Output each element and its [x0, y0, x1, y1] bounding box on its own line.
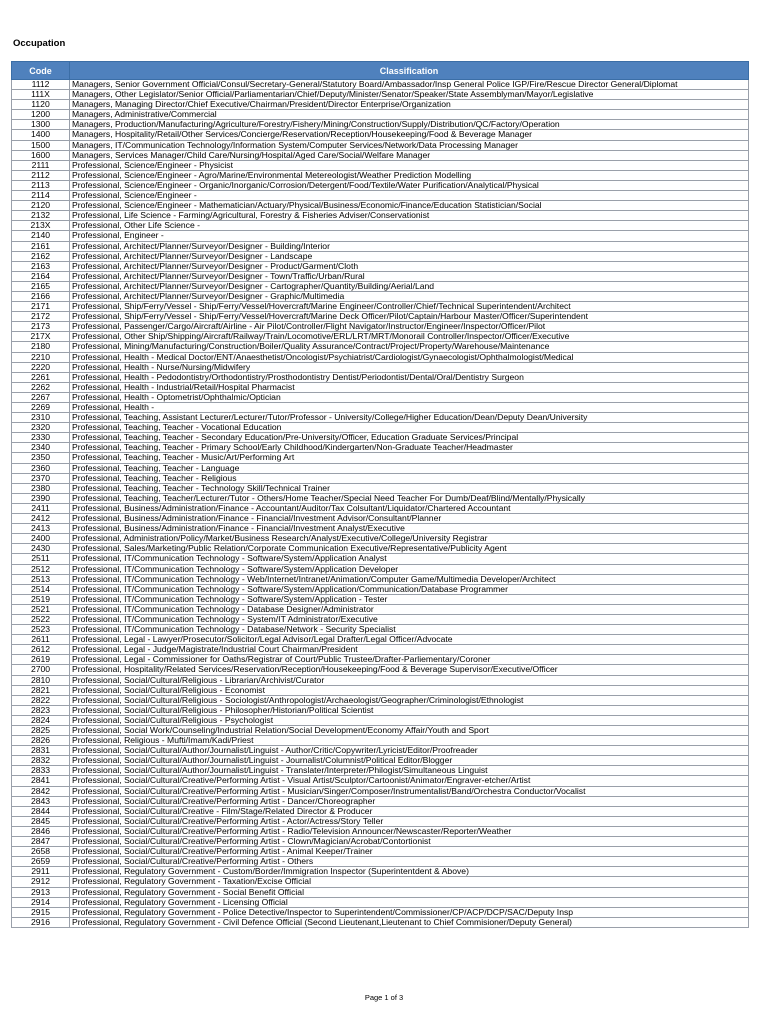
table-row — [12, 120, 749, 130]
code-cell: 2269 — [12, 403, 70, 413]
classification-cell: Professional, Health - Medical Doctor/ENT/Anaesthetist/Oncologist/Psychiatrist/Cardiologist/Gynaecologist/Ophthalmologist/Medical — [70, 352, 749, 362]
code-cell: 2166 — [12, 291, 70, 301]
classification-cell: Professional, Social/Cultural/Creative - Film/Stage/Related Director & Producer — [70, 806, 749, 816]
table-row — [12, 564, 749, 574]
code-cell: 1300 — [12, 120, 70, 130]
classification-cell: Managers, Production/Manufacturing/Agriculture/Forestry/Fishery/Mining/Construction/Supply/Distribution/QC/Factory/Operation — [70, 120, 749, 130]
classification-cell: Professional, Religious - Mufti/Imam/Kadi/Priest — [70, 736, 749, 746]
code-cell: 2832 — [12, 756, 70, 766]
code-cell: 2522 — [12, 614, 70, 624]
code-cell: 2512 — [12, 564, 70, 574]
classification-cell: Professional, Social/Cultural/Creative/Performing Artist - Musician/Singer/Composer/Instrumentalist/Band/Orchestra Conductor/Vocalist — [70, 786, 749, 796]
classification-cell: Professional, Teaching, Teacher - Secondary Education/Pre-University/Officer, Education Graduate Services/Principal — [70, 433, 749, 443]
table-row — [12, 917, 749, 927]
code-cell: 2340 — [12, 443, 70, 453]
code-cell: 2841 — [12, 776, 70, 786]
code-cell: 1120 — [12, 100, 70, 110]
table-row — [12, 241, 749, 251]
code-cell: 2262 — [12, 382, 70, 392]
table-row — [12, 826, 749, 836]
code-cell: 2163 — [12, 261, 70, 271]
classification-cell: Professional, Social Work/Counseling/Industrial Relation/Social Development/Economy Affair/Youth and Sport — [70, 726, 749, 736]
classification-cell: Professional, Architect/Planner/Surveyor/Designer - Landscape — [70, 251, 749, 261]
classification-cell: Professional, IT/Communication Technology - Web/Internet/Intranet/Animation/Computer Game/Multimedia Developer/Architect — [70, 574, 749, 584]
table-row — [12, 867, 749, 877]
code-cell: 2824 — [12, 715, 70, 725]
classification-cell: Professional, Social/Cultural/Religious - Economist — [70, 685, 749, 695]
table-row — [12, 100, 749, 110]
classification-cell: Professional, Science/Engineer - Mathematician/Actuary/Physical/Business/Economic/Finance/Education Statistician/Social — [70, 201, 749, 211]
code-cell: 2180 — [12, 342, 70, 352]
code-cell: 2310 — [12, 413, 70, 423]
code-cell: 2114 — [12, 191, 70, 201]
classification-cell: Professional, Other Life Science - — [70, 221, 749, 231]
table-row — [12, 554, 749, 564]
classification-cell: Professional, Science/Engineer - Agro/Marine/Environmental Metereologist/Weather Prediction Modelling — [70, 170, 749, 180]
table-row — [12, 796, 749, 806]
classification-cell: Professional, Teaching, Teacher/Lecturer/Tutor - Others/Home Teacher/Special Need Teacher For Dumb/Deaf/Blind/Mentally/Physically — [70, 493, 749, 503]
classification-cell: Professional, Social/Cultural/Author/Journalist/Linguist - Author/Critic/Copywriter/Lyricist/Editor/Proofreader — [70, 746, 749, 756]
table-row — [12, 150, 749, 160]
code-cell: 2810 — [12, 675, 70, 685]
table-row — [12, 433, 749, 443]
classification-cell: Professional, Social/Cultural/Religious - Psychologist — [70, 715, 749, 725]
table-row — [12, 201, 749, 211]
classification-cell: Professional, Legal - Judge/Magistrate/Industrial Court Chairman/President — [70, 645, 749, 655]
table-row — [12, 786, 749, 796]
table-header-row — [12, 62, 749, 80]
classification-cell: Professional, Social/Cultural/Creative/Performing Artist - Animal Keeper/Trainer — [70, 847, 749, 857]
code-cell: 2165 — [12, 281, 70, 291]
classification-cell: Professional, Social/Cultural/Author/Journalist/Linguist - Translater/Interpreter/Philogist/Simultaneous Linguist — [70, 766, 749, 776]
table-row — [12, 332, 749, 342]
classification-cell: Professional, IT/Communication Technology - Software/System/Application Developer — [70, 564, 749, 574]
code-cell: 2911 — [12, 867, 70, 877]
classification-cell: Professional, Science/Engineer - Organic/Inorganic/Corrosion/Detergent/Food/Textile/Water Purification/Analytical/Physical — [70, 180, 749, 190]
classification-cell: Professional, Teaching, Teacher - Primary School/Early Childhood/Kindergarten/Non-Graduate Teacher/Headmaster — [70, 443, 749, 453]
code-cell: 2847 — [12, 837, 70, 847]
page-title: Occupation — [13, 38, 66, 49]
code-cell: 2913 — [12, 887, 70, 897]
code-cell: 1500 — [12, 140, 70, 150]
code-cell: 2380 — [12, 483, 70, 493]
classification-cell: Managers, Hospitality/Retail/Other Services/Concierge/Reservation/Reception/Housekeeping/Food & Beverage Manager — [70, 130, 749, 140]
classification-cell: Professional, Architect/Planner/Surveyor/Designer - Product/Garment/Cloth — [70, 261, 749, 271]
code-cell: 2523 — [12, 625, 70, 635]
table-row — [12, 705, 749, 715]
classification-cell: Managers, Senior Government Official/Consul/Secretary-General/Statutory Board/Ambassador/Insp General Police IGP/Fire/Rescue Director General/Diplomat — [70, 80, 749, 90]
code-cell: 2390 — [12, 493, 70, 503]
table-row — [12, 443, 749, 453]
classification-cell: Professional, Regulatory Government - Social Benefit Official — [70, 887, 749, 897]
code-cell: 2700 — [12, 665, 70, 675]
classification-cell: Professional, Sales/Marketing/Public Relation/Corporate Communication Executive/Representative/Publicity Agent — [70, 544, 749, 554]
classification-cell: Professional, IT/Communication Technology - Software/System/Application/Communication/Database Programmer — [70, 584, 749, 594]
code-cell: 2320 — [12, 423, 70, 433]
classification-cell: Professional, Teaching, Teacher - Music/Art/Performing Art — [70, 453, 749, 463]
code-cell: 2360 — [12, 463, 70, 473]
table-row — [12, 211, 749, 221]
table-row — [12, 342, 749, 352]
table-row — [12, 806, 749, 816]
classification-cell: Professional, Health - Industrial/Retail/Hospital Pharmacist — [70, 382, 749, 392]
table-row — [12, 534, 749, 544]
classification-cell: Professional, IT/Communication Technology - System/IT Administrator/Executive — [70, 614, 749, 624]
classification-cell: Professional, Social/Cultural/Creative/Performing Artist - Actor/Actress/Story Teller — [70, 816, 749, 826]
table-row — [12, 524, 749, 534]
code-cell: 2831 — [12, 746, 70, 756]
code-cell: 2822 — [12, 695, 70, 705]
code-cell: 2171 — [12, 302, 70, 312]
table-row — [12, 887, 749, 897]
table-row — [12, 403, 749, 413]
code-cell: 2511 — [12, 554, 70, 564]
table-row — [12, 483, 749, 493]
code-cell: 2411 — [12, 503, 70, 513]
classification-cell: Professional, Social/Cultural/Creative/Performing Artist - Visual Artist/Sculptor/Cartoonist/Animator/Engraver-etcher/Artist — [70, 776, 749, 786]
table-row — [12, 594, 749, 604]
code-cell: 2821 — [12, 685, 70, 695]
classification-cell: Professional, Architect/Planner/Surveyor/Designer - Building/Interior — [70, 241, 749, 251]
table-row — [12, 837, 749, 847]
classification-cell: Professional, Other Ship/Shipping/Aircraft/Railway/Train/Locomotive/ERL/LRT/MRT/Monorail Controller/Inspector/Officer/Executive — [70, 332, 749, 342]
table-row — [12, 160, 749, 170]
table-row — [12, 140, 749, 150]
table-row — [12, 473, 749, 483]
table-row — [12, 715, 749, 725]
table-row — [12, 897, 749, 907]
classification-cell: Professional, IT/Communication Technology - Database/Network - Security Specialist — [70, 625, 749, 635]
classification-cell: Professional, Hospitality/Related Services/Reservation/Reception/Housekeeping/Food & Beverage Supervisor/Executive/Officer — [70, 665, 749, 675]
classification-cell: Professional, Ship/Ferry/Vessel - Ship/Ferry/Vessel/Hovercraft/Marine Engineer/Controller/Chief/Technical Superintendent/Architect — [70, 302, 749, 312]
table-row — [12, 614, 749, 624]
table-row — [12, 372, 749, 382]
classification-cell: Professional, Social/Cultural/Creative/Performing Artist - Radio/Television Announcer/Newscaster/Reporter/Weather — [70, 826, 749, 836]
page-number: Page 1 of 3 — [364, 993, 404, 1002]
code-cell: 2350 — [12, 453, 70, 463]
table-row — [12, 463, 749, 473]
classification-cell: Professional, Passenger/Cargo/Aircraft/Airline - Air Pilot/Controller/Flight Navigator/Instructor/Engineer/Inspector/Officer/Pilot — [70, 322, 749, 332]
classification-cell: Professional, Life Science - Farming/Agricultural, Forestry & Fisheries Adviser/Conservationist — [70, 211, 749, 221]
table-row — [12, 90, 749, 100]
classification-cell: Professional, Science/Engineer - — [70, 191, 749, 201]
code-cell: 2370 — [12, 473, 70, 483]
classification-cell: Professional, Social/Cultural/Creative/Performing Artist - Dancer/Choreographer — [70, 796, 749, 806]
code-cell: 111X — [12, 90, 70, 100]
code-cell: 2658 — [12, 847, 70, 857]
table-row — [12, 907, 749, 917]
table-row — [12, 453, 749, 463]
table-row — [12, 847, 749, 857]
classification-cell: Professional, Business/Administration/Finance - Financial/Investment Analyst/Executive — [70, 524, 749, 534]
classification-cell: Professional, Architect/Planner/Surveyor/Designer - Cartographer/Quantity/Building/Aerial/Land — [70, 281, 749, 291]
code-cell: 2210 — [12, 352, 70, 362]
code-cell: 2220 — [12, 362, 70, 372]
table-row — [12, 180, 749, 190]
table-row — [12, 544, 749, 554]
classification-cell: Professional, Social/Cultural/Religious - Sociologist/Anthropologist/Archaeologist/Geographer/Criminologist/Ethnologist — [70, 695, 749, 705]
classification-cell: Professional, Social/Cultural/Creative/Performing Artist - Clown/Magician/Acrobat/Contortionist — [70, 837, 749, 847]
table-row — [12, 392, 749, 402]
table-row — [12, 665, 749, 675]
code-cell: 2514 — [12, 584, 70, 594]
classification-cell: Professional, Regulatory Government - Civil Defence Official (Second Lieutenant,Lieutenant to Chief Commisioner/Deputy General) — [70, 917, 749, 927]
classification-cell: Professional, Teaching, Teacher - Technology Skill/Technical Trainer — [70, 483, 749, 493]
table-row — [12, 645, 749, 655]
classification-cell: Professional, Mining/Manufacturing/Construction/Boiler/Quality Assurance/Contract/Project/Property/Warehouse/Maintenance — [70, 342, 749, 352]
code-cell: 2826 — [12, 736, 70, 746]
code-cell: 2833 — [12, 766, 70, 776]
code-cell: 2173 — [12, 322, 70, 332]
column-header-code: Code — [12, 62, 70, 80]
code-cell: 213X — [12, 221, 70, 231]
table-row — [12, 655, 749, 665]
classification-cell: Professional, Social/Cultural/Creative/Performing Artist - Others — [70, 857, 749, 867]
table-row — [12, 261, 749, 271]
code-cell: 2140 — [12, 231, 70, 241]
classification-cell: Professional, Business/Administration/Finance - Financial/Investment Advisor/Consultant/Planner — [70, 514, 749, 524]
table-row — [12, 281, 749, 291]
classification-cell: Professional, IT/Communication Technology - Software/System/Application - Tester — [70, 594, 749, 604]
table-row — [12, 80, 749, 90]
code-cell: 2843 — [12, 796, 70, 806]
code-cell: 2161 — [12, 241, 70, 251]
table-row — [12, 625, 749, 635]
table-row — [12, 776, 749, 786]
code-cell: 2842 — [12, 786, 70, 796]
table-row — [12, 291, 749, 301]
table-row — [12, 746, 749, 756]
code-cell: 2915 — [12, 907, 70, 917]
classification-cell: Professional, Health - Nurse/Nursing/Midwifery — [70, 362, 749, 372]
table-row — [12, 191, 749, 201]
classification-cell: Professional, Ship/Ferry/Vessel - Ship/Ferry/Vessel/Hovercraft/Marine Deck Officer/Pilot/Captain/Harbour Master/Officer/Superintendent — [70, 312, 749, 322]
code-cell: 2430 — [12, 544, 70, 554]
code-cell: 2164 — [12, 271, 70, 281]
code-cell: 2659 — [12, 857, 70, 867]
table-row — [12, 604, 749, 614]
code-cell: 2845 — [12, 816, 70, 826]
table-row — [12, 271, 749, 281]
classification-cell: Professional, Social/Cultural/Author/Journalist/Linguist - Journalist/Columnist/Political Editor/Blogger — [70, 756, 749, 766]
code-cell: 2612 — [12, 645, 70, 655]
table-row — [12, 514, 749, 524]
classification-cell: Professional, Science/Engineer - Physicist — [70, 160, 749, 170]
table-row — [12, 695, 749, 705]
code-cell: 2111 — [12, 160, 70, 170]
classification-cell: Professional, Business/Administration/Finance - Accountant/Auditor/Tax Colsultant/Liquidator/Chartered Accountant — [70, 503, 749, 513]
classification-cell: Professional, Social/Cultural/Religious - Librarian/Archivist/Curator — [70, 675, 749, 685]
occupation-table — [11, 61, 749, 928]
code-cell: 2521 — [12, 604, 70, 614]
table-row — [12, 816, 749, 826]
classification-cell: Managers, Other Legislator/Senior Official/Parliamentarian/Chief/Deputy/Minister/Senator/Speaker/State Assemblyman/Mayor/Legislative — [70, 90, 749, 100]
code-cell: 2172 — [12, 312, 70, 322]
code-cell: 2916 — [12, 917, 70, 927]
table-row — [12, 736, 749, 746]
table-row — [12, 584, 749, 594]
code-cell: 2619 — [12, 655, 70, 665]
classification-cell: Professional, Administration/Policy/Market/Business Research/Analyst/Executive/College/University Registrar — [70, 534, 749, 544]
code-cell: 2823 — [12, 705, 70, 715]
code-cell: 2112 — [12, 170, 70, 180]
table-row — [12, 493, 749, 503]
code-cell: 2513 — [12, 574, 70, 584]
code-cell: 2825 — [12, 726, 70, 736]
table-row — [12, 574, 749, 584]
code-cell: 2519 — [12, 594, 70, 604]
table-row — [12, 756, 749, 766]
code-cell: 2267 — [12, 392, 70, 402]
table-row — [12, 503, 749, 513]
classification-cell: Professional, Teaching, Teacher - Language — [70, 463, 749, 473]
code-cell: 2120 — [12, 201, 70, 211]
table-row — [12, 726, 749, 736]
table-row — [12, 685, 749, 695]
classification-cell: Professional, Regulatory Government - Police Detective/Inspector to Superintendent/Commissioner/CP/ACP/DCP/SAC/Deputy Insp — [70, 907, 749, 917]
table-row — [12, 413, 749, 423]
table-row — [12, 170, 749, 180]
code-cell: 2261 — [12, 372, 70, 382]
classification-cell: Managers, Administrative/Commercial — [70, 110, 749, 120]
classification-cell: Professional, IT/Communication Technology - Software/System/Application Analyst — [70, 554, 749, 564]
table-row — [12, 130, 749, 140]
table-row — [12, 382, 749, 392]
classification-cell: Professional, Health - Optometrist/Ophthalmic/Optician — [70, 392, 749, 402]
classification-cell: Professional, Legal - Commissioner for Oaths/Registrar of Court/Public Trustee/Drafter-Parliementary/Coroner — [70, 655, 749, 665]
code-cell: 1200 — [12, 110, 70, 120]
classification-cell: Professional, Architect/Planner/Surveyor/Designer - Graphic/Multimedia — [70, 291, 749, 301]
code-cell: 1112 — [12, 80, 70, 90]
code-cell: 2914 — [12, 897, 70, 907]
column-header-classification: Classification — [70, 62, 749, 80]
code-cell: 2844 — [12, 806, 70, 816]
classification-cell: Professional, Health - Pedodontistry/Orthodontistry/Prosthodontistry Dentist/Periodontist/Dental/Oral/Dentistry Surgeon — [70, 372, 749, 382]
table-row — [12, 312, 749, 322]
table-row — [12, 221, 749, 231]
code-cell: 2912 — [12, 877, 70, 887]
table-row — [12, 110, 749, 120]
code-cell: 1600 — [12, 150, 70, 160]
classification-cell: Managers, Services Manager/Child Care/Nursing/Hospital/Aged Care/Social/Welfare Manager — [70, 150, 749, 160]
classification-cell: Professional, Teaching, Teacher - Vocational Education — [70, 423, 749, 433]
code-cell: 217X — [12, 332, 70, 342]
table-row — [12, 857, 749, 867]
classification-cell: Professional, Engineer - — [70, 231, 749, 241]
table-row — [12, 251, 749, 261]
code-cell: 2400 — [12, 534, 70, 544]
table-row — [12, 635, 749, 645]
classification-cell: Professional, Regulatory Government - Licensing Official — [70, 897, 749, 907]
classification-cell: Professional, Architect/Planner/Surveyor/Designer - Town/Traffic/Urban/Rural — [70, 271, 749, 281]
classification-cell: Managers, Managing Director/Chief Executive/Chairman/President/Director Enterprise/Organization — [70, 100, 749, 110]
classification-cell: Professional, Legal - Lawyer/Prosecutor/Solicitor/Legal Advisor/Legal Drafter/Legal Officer/Advocate — [70, 635, 749, 645]
classification-cell: Professional, IT/Communication Technology - Database Designer/Administrator — [70, 604, 749, 614]
code-cell: 2132 — [12, 211, 70, 221]
table-row — [12, 352, 749, 362]
table-row — [12, 766, 749, 776]
table-row — [12, 675, 749, 685]
code-cell: 2412 — [12, 514, 70, 524]
classification-cell: Professional, Teaching, Teacher - Religious — [70, 473, 749, 483]
table-row — [12, 362, 749, 372]
classification-cell: Managers, IT/Communication Technology/Information System/Computer Services/Network/Data Processing Manager — [70, 140, 749, 150]
table-body — [12, 80, 749, 928]
code-cell: 2846 — [12, 826, 70, 836]
table-row — [12, 877, 749, 887]
classification-cell: Professional, Health - — [70, 403, 749, 413]
code-cell: 1400 — [12, 130, 70, 140]
classification-cell: Professional, Regulatory Government - Custom/Border/Immigration Inspector (Superintentdent & Above) — [70, 867, 749, 877]
table-row — [12, 423, 749, 433]
table-row — [12, 302, 749, 312]
classification-cell: Professional, Teaching, Assistant Lecturer/Lecturer/Tutor/Professor - University/College/Higher Education/Dean/Deputy Dean/University — [70, 413, 749, 423]
table-row — [12, 231, 749, 241]
code-cell: 2162 — [12, 251, 70, 261]
classification-cell: Professional, Social/Cultural/Religious - Philosopher/Historian/Political Scientist — [70, 705, 749, 715]
code-cell: 2330 — [12, 433, 70, 443]
code-cell: 2113 — [12, 180, 70, 190]
code-cell: 2611 — [12, 635, 70, 645]
code-cell: 2413 — [12, 524, 70, 534]
table-row — [12, 322, 749, 332]
classification-cell: Professional, Regulatory Government - Taxation/Excise Official — [70, 877, 749, 887]
